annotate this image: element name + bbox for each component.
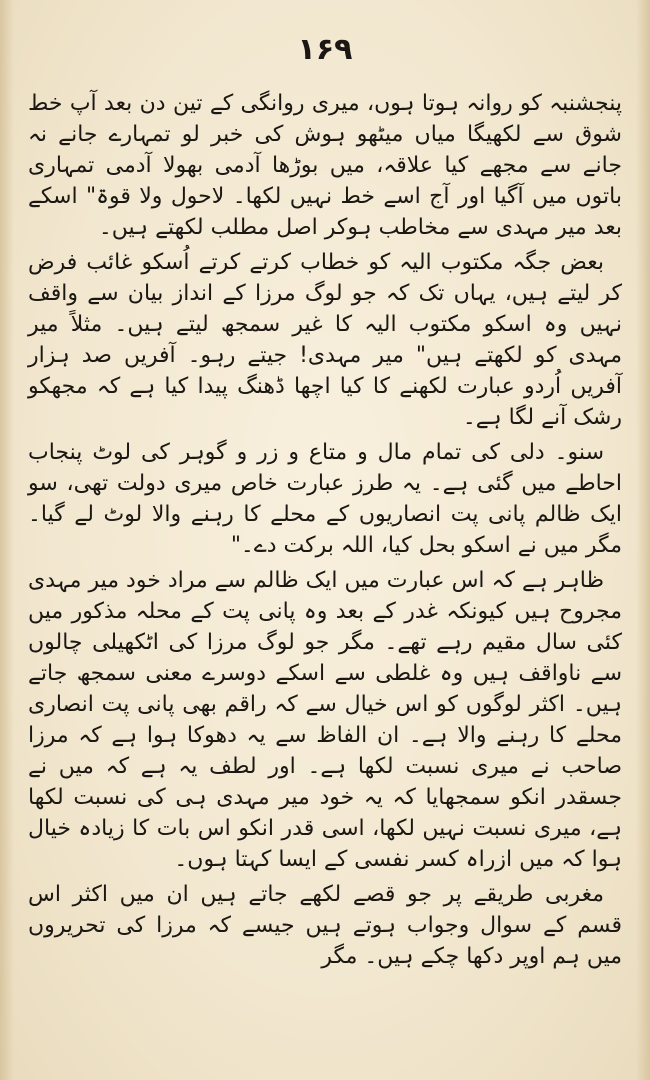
paragraph: پنجشنبہ کو روانہ ہوتا ہوں، میری روانگی کے تین دن بعد آپ خط شوق سے لکھیگا میاں میٹھو ہوش کی خبر لو تمہارے جانے نہ جانے سے مجھے کیا علاقہ، میں بوڑھا آدمی بھولا آدمی تمہاری باتوں میں آگیا اور آج اسے خط نہیں لکھا۔ لاحول ولا قوۃ" اسکے بعد میر مہدی سے مخاطب ہوکر اصل مطلب لکھتے ہیں۔: [28, 91, 622, 240]
page-edge-shadow-right: [636, 0, 650, 1080]
body-text: [28, 88, 622, 976]
page-edge-shadow-left: [0, 0, 14, 1080]
paragraph: سنو۔ دلی کی تمام مال و متاع و زر و گوہر کی لوٹ پنجاب احاطے میں گئی ہے۔ یہ طرز عبارت خاص میری دولت تھی، سو ایک ظالم پانی پت انصاریوں کے محلے کا رہنے والا لوٹ لے گیا۔ مگر میں نے اسکو بحل کیا، اللہ برکت دے۔": [28, 440, 622, 558]
paragraph: بعض جگہ مکتوب الیہ کو خطاب کرتے کرتے اُسکو غائب فرض کر لیتے ہیں، یہاں تک کہ جو لوگ مرزا کے انداز بیان سے واقف نہیں وہ اسکو مکتوب الیہ کا غیر سمجھ لیتے ہیں۔ مثلاً میر مہدی کو لکھتے ہیں" میر مہدی! جیتے رہو۔ آفریں صد ہزار آفریں اُردو عبارت لکھنے کا کیا اچھا ڈھنگ پیدا کیا ہے کہ مجھکو رشک آنے لگا ہے۔: [28, 250, 622, 430]
paragraph: ظاہر ہے کہ اس عبارت میں ایک ظالم سے مراد خود میر مہدی مجروح ہیں کیونکہ غدر کے بعد وہ پانی پت کے محلہ مذکور میں کئی سال مقیم رہے تھے۔ مگر جو لوگ مرزا کی اٹکھیلی چالوں سے ناواقف ہیں وہ غلطی سے اسکے دوسرے معنی سمجھ جاتے ہیں۔ اکثر لوگوں کو اس خیال سے کہ راقم بھی پانی پت انصاری محلے کا رہنے والا ہے۔ ان الفاظ سے یہ دھوکا ہوا ہے کہ مرزا صاحب نے میری نسبت لکھا ہے۔ اور لطف یہ ہے کہ میں نے جسقدر انکو سمجھایا کہ یہ خود میر مہدی ہی کی نسبت لکھا ہے، میری نسبت نہیں لکھا، اسی قدر انکو اس بات کا زیادہ خیال ہوا کہ میں ازراہ کسر نفسی کے ایسا کہتا ہوں۔: [28, 568, 622, 872]
paragraph: مغربی طریقے پر جو قصے لکھے جاتے ہیں ان میں اکثر اس قسم کے سوال وجواب ہوتے ہیں جیسے کہ مرزا کی تحریروں میں ہم اوپر دکھا چکے ہیں۔ مگر: [28, 882, 622, 969]
page-number: ۱۶۹: [297, 32, 353, 67]
